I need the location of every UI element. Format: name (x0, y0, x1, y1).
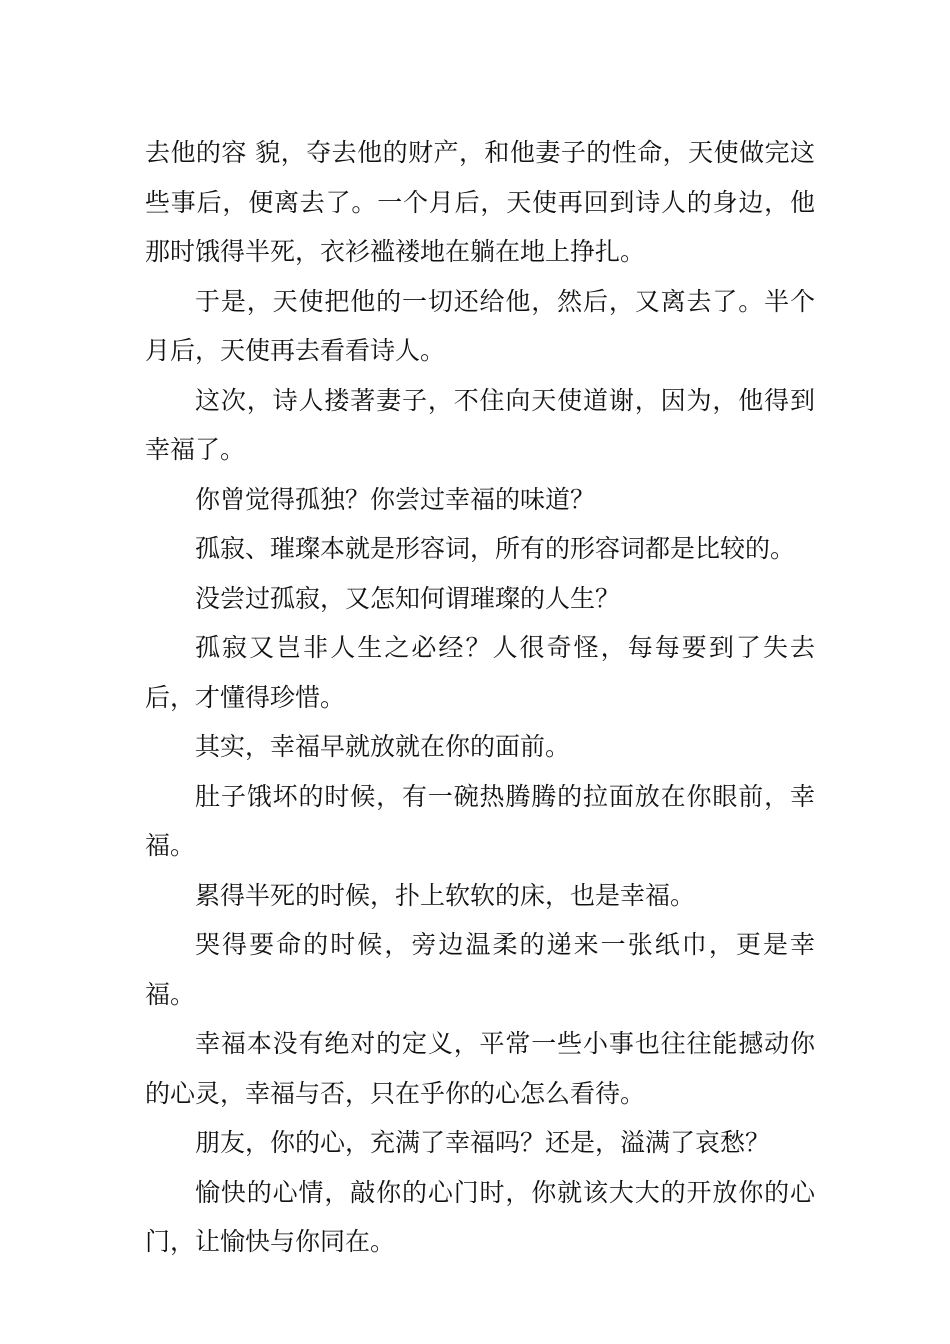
paragraph: 幸福本没有绝对的定义，平常一些小事也往往能撼动你的心灵，幸福与否，只在乎你的心怎么看待。 (145, 1029, 815, 1108)
paragraph-continued: 去他的容 貌，夺去他的财产，和他妻子的性命，天使做完这些事后，便离去了。一个月后，天使再回到诗人的身边，他那时饿得半死，衣衫褴褛地在躺在地上挣扎。 (145, 138, 815, 266)
paragraph: 你曾觉得孤独？你尝过幸福的味道？ (195, 484, 596, 514)
paragraph: 肚子饿坏的时候，有一碗热腾腾的拉面放在你眼前，幸福。 (145, 781, 815, 860)
paragraph: 累得半死的时候，扑上软软的床，也是幸福。 (195, 880, 696, 910)
paragraph: 孤寂又岂非人生之必经？人很奇怪，每每要到了失去后，才懂得珍惜。 (145, 633, 815, 712)
paragraph: 孤寂、璀璨本就是形容词，所有的形容词都是比较的。 (195, 534, 796, 563)
paragraph: 没尝过孤寂，又怎知何谓璀璨的人生？ (195, 583, 621, 613)
paragraph: 朋友，你的心，充满了幸福吗？还是，溢满了哀愁？ (195, 1128, 771, 1157)
document-body (145, 128, 815, 1267)
paragraph: 愉快的心情，敲你的心门时，你就该大大的开放你的心门，让愉快与你同在。 (145, 1177, 815, 1256)
paragraph: 于是，天使把他的一切还给他，然后，又离去了。半个月后，天使再去看看诗人。 (145, 286, 815, 365)
paragraph: 其实，幸福早就放就在你的面前。 (195, 732, 571, 761)
paragraph: 这次，诗人搂著妻子，不住向天使道谢，因为，他得到幸福了。 (145, 385, 815, 464)
paragraph: 哭得要命的时候，旁边温柔的递来一张纸巾，更是幸福。 (145, 930, 815, 1009)
